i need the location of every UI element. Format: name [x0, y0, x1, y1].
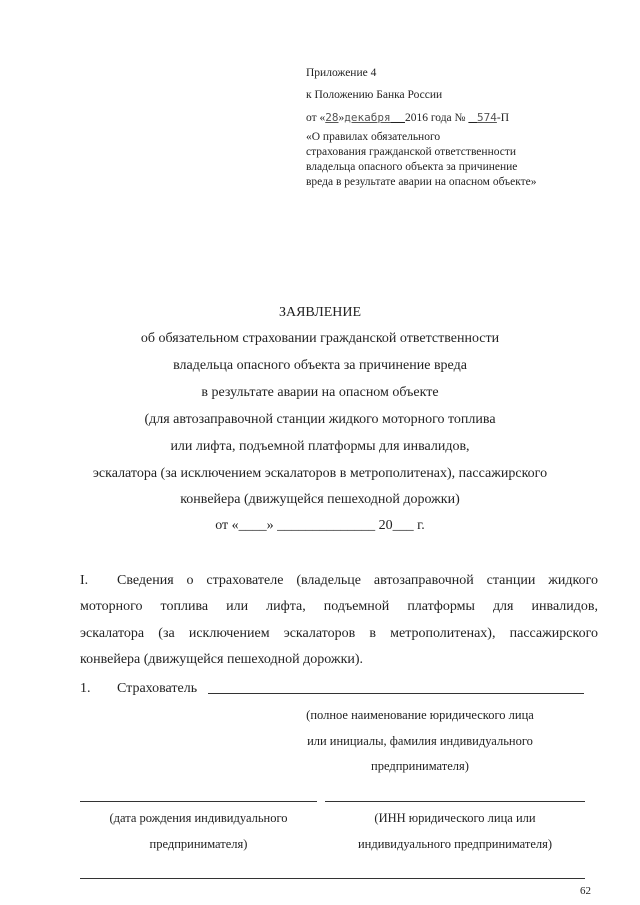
appendix-subject-3: владельца опасного объекта за причинение [306, 161, 518, 173]
date-prefix: от « [306, 112, 326, 124]
statement-line-3: в результате аварии на опасном объекте [201, 385, 439, 400]
order-number-suffix: -П [496, 112, 510, 124]
date-day: 28 [325, 111, 339, 124]
section-line-3: эскалатора (за исключением эскалаторов в метрополитенах), пассажирского [80, 626, 598, 641]
policyholder-caption-3: предпринимателя) [371, 759, 469, 773]
statement-line-5: или лифта, подъемной платформы для инвалидов, [170, 439, 470, 454]
bottom-input-line[interactable] [80, 878, 585, 879]
order-number: 574 [477, 111, 497, 124]
section-line-2: моторного топлива или лифта, подъемной платформы для инвалидов, [80, 599, 598, 614]
statement-line-1: об обязательном страховании гражданской ответственности [140, 331, 500, 346]
inn-caption-2: индивидуального предпринимателя) [357, 837, 553, 851]
birth-date-caption-1: (дата рождения индивидуального [109, 811, 288, 825]
statement-line-6: эскалатора (за исключением эскалаторов в метрополитенах), пассажирского [92, 466, 548, 481]
policyholder-label: Страхователь [117, 681, 198, 696]
page-number: 62 [580, 885, 591, 897]
statement-title: ЗАЯВЛЕНИЕ [278, 305, 362, 320]
statement-line-2: владельца опасного объекта за причинение вреда [173, 358, 467, 373]
appendix-title: Приложение 4 [306, 67, 377, 79]
statement-line-7: конвейера (движущейся пешеходной дорожки) [180, 492, 460, 507]
birth-date-caption-2: предпринимателя) [149, 837, 248, 851]
birth-date-input-line[interactable] [80, 801, 317, 802]
appendix-subject-2: страхования гражданской ответственности [306, 146, 517, 158]
inn-input-line[interactable] [325, 801, 585, 802]
item-number: 1. [80, 681, 91, 696]
appendix-regulation: к Положению Банка России [306, 89, 443, 101]
date-month: декабря [344, 111, 391, 124]
policyholder-caption-2: или инициалы, фамилия индивидуального [307, 734, 533, 748]
date-month-sep: » [338, 112, 345, 124]
appendix-date-line [306, 110, 509, 126]
section-number: I. [80, 573, 89, 588]
appendix-subject-1: «О правилах обязательного [306, 131, 441, 143]
date-year: 2016 года № [404, 112, 466, 124]
appendix-subject-4: вреда в результате аварии на опасном объекте» [306, 176, 537, 188]
section-line-1: Сведения о страхователе (владельце автозаправочной станции жидкого [117, 573, 598, 588]
section-line-4: конвейера (движущейся пешеходной дорожки). [80, 652, 364, 667]
policyholder-input-line[interactable] [208, 693, 584, 694]
statement-date-line: от «____» ______________ 20___ г. [215, 518, 425, 533]
statement-line-4: (для автозаправочной станции жидкого моторного топлива [144, 412, 496, 427]
policyholder-caption-1: (полное наименование юридического лица [306, 708, 534, 722]
inn-caption-1: (ИНН юридического лица или [374, 811, 536, 825]
